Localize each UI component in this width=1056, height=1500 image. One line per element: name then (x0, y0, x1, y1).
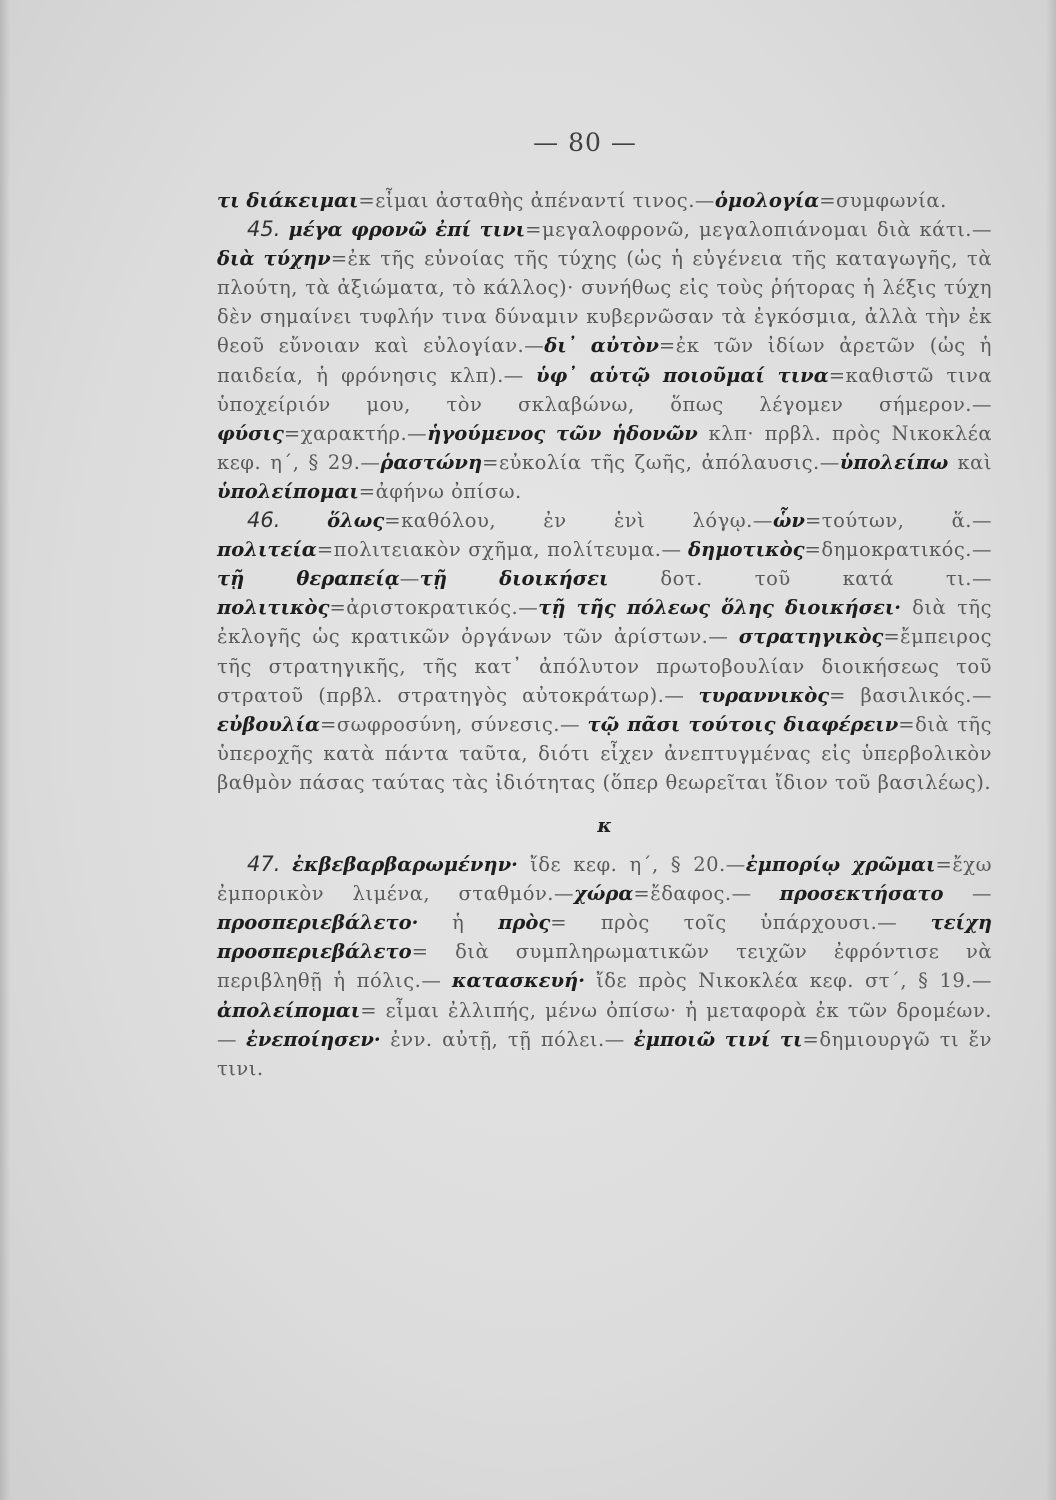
entry-intro (217, 186, 992, 215)
lemma: ὑπολείπω (839, 450, 949, 474)
gloss: =καθόλου, ἐν ἑνὶ λόγῳ.— (384, 509, 773, 533)
section-number: 45. (247, 217, 281, 242)
section-mark: κ (597, 813, 612, 837)
lemma: πολιτικὸς (217, 596, 330, 620)
lemma: ἐμπορίῳ χρῶμαι (745, 853, 936, 877)
section-number: 46. (247, 508, 281, 533)
lemma: τυραννικὸς (698, 683, 830, 707)
lemma: ἀπολείπομαι (217, 998, 361, 1022)
gloss: = εἶμαι ἐλλιπής, μένω ὀπίσω· ἡ μεταφορὰ ἐκ τῶν δρομέων.— (217, 998, 992, 1051)
lemma: φύσις (217, 421, 284, 445)
lemma: στρατηγικὸς (738, 625, 884, 649)
lemma: ὑπολείπομαι (217, 479, 359, 503)
lemma: εὐβουλία (217, 712, 320, 736)
lemma: ὧν (772, 509, 805, 533)
lemma: πρὸς (498, 911, 551, 935)
lemma: δημοτικὸς (688, 538, 805, 562)
gloss: =διὰ τῆς ὑπεροχῆς κατὰ πάντα ταῦτα, διότι εἶχεν ἀνεπτυγμένας εἰς ὑπερβολικὸν βαθμὸν πάσας ταύτας τὰς ἰδιότητας (ὅπερ θεωρεῖται ἴδιον τοῦ βασιλέως). (217, 712, 993, 794)
gloss: καὶ (948, 450, 992, 474)
entry-47 (217, 850, 992, 1083)
commentary-body (217, 186, 992, 1083)
gloss: =ἐκ τῆς εὐνοίας τῆς τύχης (ὡς ἡ εὐγένεια τῆς καταγωγῆς, τὰ πλούτη, τὰ ἀξιώματα, τὸ κάλλος)· συνήθως εἰς τοὺς ῥήτορας ἡ λέξις τύχη δὲν σημαίνει τυφλήν τινα δύναμιν κυβερνῶσαν τὰ ἐγκόσμια, ἀλλὰ τὴν ἐκ θεοῦ εὔνοιαν καὶ εὐλογίαν.— (217, 247, 993, 358)
gloss: =δημοκρατικός.— (804, 538, 993, 562)
gloss: =δημιουργῶ τι ἔν τινι. (217, 1027, 992, 1080)
gloss: δοτ. τοῦ κατά τι.— (608, 567, 993, 591)
lemma: τῇ τῆς πόλεως ὅλης διοικήσει· (538, 596, 902, 620)
gloss: =ἔχω ἐμπορικὸν λιμένα, σταθμόν.— (217, 853, 993, 906)
gloss: =καθιστῶ τινα ὑποχείριόν μου, τὸν σκλαβώνω, ὅπως λέγομεν σήμερον.— (217, 363, 992, 416)
section-number: 47. (247, 852, 281, 877)
gloss: =σωφροσύνη, σύνεσις.— (319, 712, 580, 736)
page-edge-shadow-right (1046, 0, 1056, 1500)
lemma: ὅλως (327, 509, 385, 533)
page-number: — 80 — (533, 128, 637, 157)
lemma: προσπεριεβάλετο· (217, 911, 419, 935)
gloss: =ἔμπειρος τῆς στρατηγικῆς, τῆς κατ᾽ ἀπόλυτον πρωτοβουλίαν διοικήσεως τοῦ στρατοῦ (πρβλ. στρατηγὸς αὐτοκράτωρ).— (217, 625, 992, 707)
gloss: = βασιλικός.— (829, 683, 992, 707)
gloss: =εἶμαι ἀσταθὴς ἀπέναντί τινος.— (358, 189, 715, 212)
lemma: κατασκευή· (451, 969, 586, 993)
lemma: ῥαστώνη (380, 450, 483, 474)
lemma: τῇ διοικήσει (419, 567, 609, 591)
lemma: μέγα φρονῶ ἐπί τινι (288, 218, 526, 242)
lemma: χώρα (574, 882, 634, 906)
gloss: ἴδε κεφ. η΄, § 20.— (517, 853, 746, 877)
lemma: τείχη προσπεριεβάλετο (217, 911, 992, 964)
gloss: = πρὸς τοῖς ὑπάρχουσι.— (550, 911, 898, 935)
page-edge-shadow-left (0, 0, 10, 1500)
gloss: =εὐκολία τῆς ζωῆς, ἀπόλαυσις.— (482, 450, 840, 474)
lemma: διὰ τύχην (217, 247, 331, 271)
lemma: ἐνεποίησεν· (246, 1027, 381, 1051)
gloss: =χαρακτήρ.— (283, 421, 428, 445)
entry-46 (217, 506, 992, 797)
gloss: =συμφωνία. (819, 189, 947, 212)
lemma: τῷ πᾶσι τούτοις διαφέρειν (587, 712, 899, 736)
gloss: — (399, 567, 420, 591)
gloss: = διὰ συμπληρωματικῶν τειχῶν ἐφρόντισε νὰ περιβληθῇ ἡ πόλις.— (217, 940, 992, 993)
lemma: ἐμποιῶ τινί τι (633, 1027, 803, 1051)
lemma: τι διάκειμαι (217, 189, 359, 212)
gloss: =πολιτειακὸν σχῆμα, πολίτευμα.— (316, 538, 682, 562)
gloss: ἐνν. αὐτῇ, τῇ πόλει.— (380, 1027, 625, 1051)
lemma: δι᾽ αὐτὸν (544, 334, 659, 358)
gloss: =ἀφήνω ὀπίσω. (358, 479, 522, 503)
gloss: =ἀριστοκρατικός.— (329, 596, 539, 620)
lemma: ὁμολογία (714, 189, 820, 212)
gloss: =μεγαλοφρονῶ, μεγαλοπιάνομαι διὰ κάτι.— (525, 218, 992, 242)
gloss: κλπ· πρβλ. πρὸς Νικοκλέα κεφ. η΄, § 29.— (217, 421, 992, 474)
lemma: ἡγούμενος τῶν ἡδονῶν (427, 421, 698, 445)
gloss: ἡ (418, 911, 499, 935)
lemma: πολιτεία (217, 538, 317, 562)
gloss: — (943, 882, 992, 906)
gloss: =τούτων, ἅ.— (804, 509, 993, 533)
gloss: ἴδε πρὸς Νικοκλέα κεφ. στ΄, § 19.— (585, 969, 992, 993)
lemma: τῇ θεραπείᾳ (217, 567, 400, 591)
lemma: ὑφ᾽ αὑτῷ ποιοῦμαί τινα (536, 363, 829, 387)
gloss: διὰ τῆς ἐκλογῆς ὡς κρατικῶν ὀργάνων τῶν ἀρίστων.— (217, 596, 992, 649)
lemma: προσεκτήσατο (779, 882, 944, 906)
entry-45 (217, 215, 992, 506)
gloss: =ἔδαφος.— (633, 882, 752, 906)
lemma: ἐκβεβαρβαρωμένην· (292, 853, 518, 877)
gloss: =ἐκ τῶν ἰδίων ἀρετῶν (ὡς ἡ παιδεία, ἡ φρόνησις κλπ).— (217, 334, 992, 387)
